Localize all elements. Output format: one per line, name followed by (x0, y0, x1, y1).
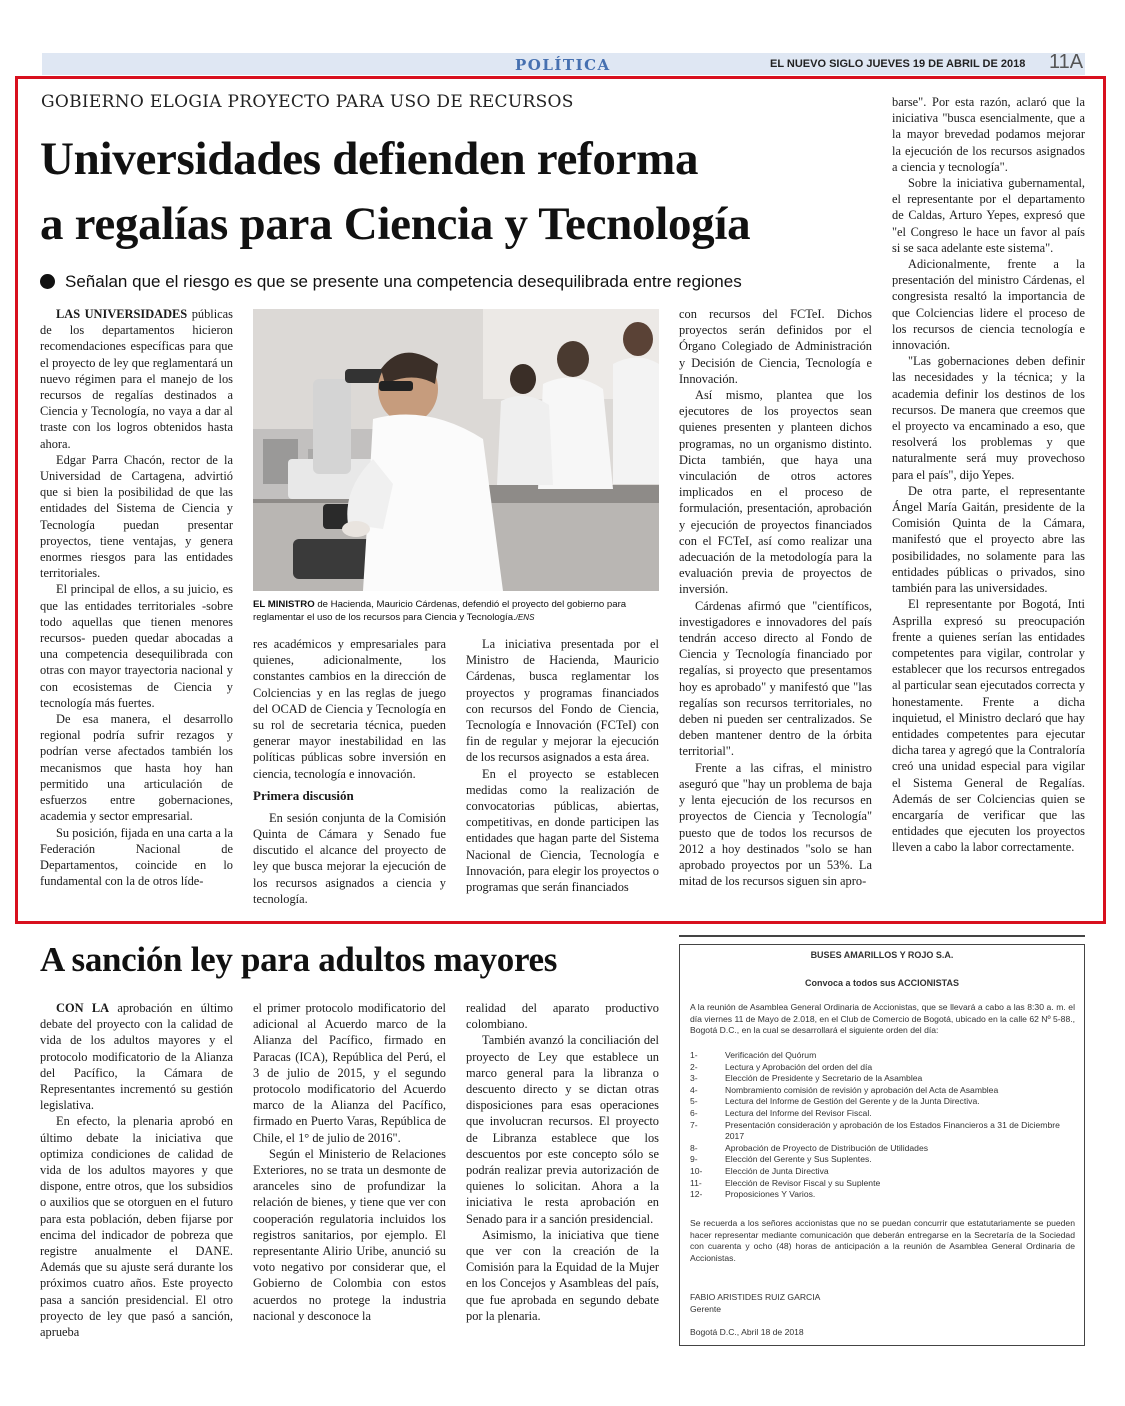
article-subhead (40, 272, 840, 292)
ad-date: Bogotá D.C., Abril 18 de 2018 (690, 1327, 804, 1337)
article-column-2 (253, 636, 446, 907)
agenda-item (690, 1050, 1080, 1062)
paragraph: Adicionalmente, frente a la presentación del ministro Cárdenas, el congresista resaltó la importancia de que Colciencias lidere el proceso de los recursos de ciencia tecnología e innovación. (892, 257, 1085, 353)
page-number: 11A (1049, 51, 1084, 73)
agenda-num: 5- (690, 1096, 698, 1107)
paragraph: De otra parte, el representante Ángel María Gaitán, presidente de la Comisión Quinta de la Cámara, manifestó que el proyecto abre las posibilidades, no solamente para las entidades públicas o privados, sino también para las universidades. (892, 483, 1085, 596)
agenda-item (690, 1154, 1080, 1166)
paragraph: El representante por Bogotá, Inti Asprilla expresó su preocupación frente a quienes serían las entidades competentes para vigilar, controlar y establecer que los recursos entregados al particular sean ejecutados correcta y honestamente. Frente a dicha inquietud, el Ministro declaró que hay entidades competentes para ejecutar dicha tarea y agregó que la Contraloría creó una unidad especial para vigilar el Sistema General de Regalías. Además de ser Colciencias quien se encargaría de verificar que las entidades que ejecuten los proyectos lleven a cabo la labor correctamente. (892, 597, 1085, 855)
paragraph: con recursos del FCTeI. Dichos proyectos serán definidos por el Órgano Colegiado de Administración y Decisión de Ciencia, Tecnología e Innovación. (679, 307, 872, 386)
agenda-num: 2- (690, 1061, 698, 1072)
ad-note: Se recuerda a los señores accionistas que no se puedan concurrir que estatutariamente se pueden hacer representar mediante comunicación que deberán entregarse en la Secretaría de la Sociedad con cuarenta y ocho (48) horas de anticipación a la reunión de Asamblea General Ordinaria de Accionistas. (690, 1218, 1075, 1263)
agenda-text: Lectura del Informe de Gestión del Gerente y de la Junta Directiva. (725, 1096, 980, 1107)
agenda-text: Nombramiento comisión de revisión y aprobación del Acta de Asamblea (725, 1084, 999, 1095)
paragraph: barse". Por esta razón, aclaró que la iniciativa "busca esencialmente, que a la mayor brevedad podamos mejorar la ejecución de los recursos asignados a ciencia y tecnología". (892, 95, 1085, 174)
headline-line-1: Universidades defienden reforma (40, 133, 699, 185)
caption-text: de Hacienda, Mauricio Cárdenas, defendió el proyecto del gobierno para reglamentar el uso de los recursos para Ciencia y Tecnología. (253, 599, 627, 623)
agenda-num: 6- (690, 1107, 698, 1118)
paragraph: realidad del aparato productivo colombiano. (466, 1001, 659, 1032)
agenda-num: 12- (690, 1189, 703, 1200)
agenda-text: Aprobación de Proyecto de Distribución de Utilidades (725, 1142, 929, 1153)
agenda-text: Elección del Gerente y Sus Suplentes. (725, 1154, 872, 1165)
paragraph: Asimismo, la iniciativa que tiene que ver con la creación de la Comisión para la Equidad de la Mujer en los Concejos y Asambleas del país, que fue aprobada en segundo debate por la plenaria. (466, 1227, 659, 1323)
ad-signer: FABIO ARISTIDES RUIZ GARCIA (690, 1292, 821, 1302)
paragraph: El principal de ellos, a su juicio, es que las entidades territoriales -sobre todo aquellas que tienen menores recursos- pueden quedar abocadas a una competencia desequilibrada con otras con mayor trayectoria nacional y con ecosistemas de Ciencia y tecnología más fuertes. (40, 582, 233, 710)
agenda-item (690, 1166, 1080, 1178)
agenda-num: 11- (690, 1177, 702, 1188)
headline-line-2: a regalías para Ciencia y Tecnología (40, 198, 751, 250)
section-subhead: Primera discusión (253, 787, 354, 803)
article-column-1 (40, 306, 233, 889)
paragraph: Edgar Parra Chacón, rector de la Universidad de Cartagena, advirtió que si bien la posibilidad de que las entidades del Sistema de Ciencia y Tecnología puedan presentar proyectos, tiene ventajas, y genera enormes riesgos para las entidades territoriales. (40, 452, 233, 581)
agenda-item (690, 1085, 1080, 1097)
agenda-text: Elección de Revisor Fiscal y su Suplente (725, 1177, 881, 1188)
article2-column-2 (253, 1000, 446, 1324)
paragraph: En el proyecto se establecen medidas como la realización de convocatorias públicas, abiertas, competitivas, en donde participen las entidades que hagan parte del Sistema Nacional de Ciencia, Tecnología e Innovación, para elegir los proyectos o programas que serán financiados (466, 766, 659, 895)
agenda-item (690, 1143, 1080, 1155)
paragraph: res académicos y empresariales para quienes, adicionalmente, los constantes cambios en la dirección de Colciencias y en las reglas de juego del OCAD de Ciencia y Tecnología en su rol de secretaria técnica, pueden generar mayor inestabilidad en las políticas públicas sobre inversión en ciencia, tecnología e innovación. (253, 637, 446, 781)
paragraph: Así mismo, plantea que los ejecutores de los proyectos sean quienes presenten y planteen dichos programas, no un organismo distinto. Dicta también, que haya una vinculación de otros actores implicados en el proceso de formulación, presentación, aprobación y ejecución de proyectos financiados con el FCTeI, así como realizar una adecuación de la metodología para la evaluación previa de proyectos de inversión. (679, 388, 872, 597)
subhead-text: Señalan que el riesgo es que se presente una competencia desequilibrada entre regiones (65, 272, 742, 291)
lead-in: LAS UNIVERSIDADES (56, 307, 188, 321)
paragraph: Frente a las cifras, el ministro aseguró que "hay un problema de baja y lenta ejecución de los recursos en proyectos de Ciencia y Tecnología" puesto que de todos los recursos de 2012 a hoy destinados "solo se han aprobado proyectos por un 53%. La mitad de los recursos siguen sin apro- (679, 760, 872, 889)
lead-in: CON LA (56, 1001, 110, 1015)
agenda-item (690, 1108, 1080, 1120)
article-photo (253, 309, 659, 591)
agenda-item (690, 1189, 1080, 1201)
paragraph: el primer protocolo modificatorio del adicional al Acuerdo marco de la Alianza del Pacífico, firmado en Paracas (ICA), República del Perú, el 3 de julio de 2015, y el segundo protocolo modificatorio del Acuerdo marco de la Alianza del Pacífico, firmado en Puerto Varas, República de Chile, el 1° de julio de 2016". (253, 1001, 446, 1145)
photo-caption (253, 598, 661, 624)
agenda-text: Lectura del Informe del Revisor Fiscal. (725, 1107, 872, 1118)
paragraph: La iniciativa presentada por el Ministro de Hacienda, Mauricio Cárdenas, busca reglamentar los proyectos y programas financiados con recursos del Fondo de Ciencia, Tecnología e Innovación (FCTeI) con fin de regular y mejorar la ejecución de los recursos asignados a esta área. (466, 637, 659, 765)
ad-top-rule (679, 935, 1085, 937)
agenda-num: 10- (690, 1165, 703, 1176)
paragraph: Según el Ministerio de Relaciones Exteriores, no se trata un desmonte de aranceles sino de profundizar la relación de bienes, y tiene que ver con cooperación regulatoria incluidos los registros sanitarios, por ejemplo. El representante Alirio Uribe, anunció su voto negativo por considerar que, el Gobierno de Colombia con estos acuerdos no protege la industria nacional y desconoce la (253, 1146, 446, 1323)
agenda-item (690, 1096, 1080, 1108)
article-column-4 (679, 306, 872, 889)
paragraph: De esa manera, el desarrollo regional podría sufrir rezagos y podrían verse afectados también los mecanismos que hasta hoy han permitido una articulación de esfuerzos entre gobernaciones, academia y sector empresarial. (40, 712, 233, 824)
article2-column-1 (40, 1000, 233, 1340)
paragraph: públicas de los departamentos hicieron recomendaciones específicas para que el proyecto de ley que reglamentará un nuevo régimen para el manejo de los recursos de regalías destinados a Ciencia y Tecnología, no vaya a dar al traste con los logros obtenidos hasta ahora. (40, 307, 233, 451)
paragraph: Su posición, fijada en una carta a la Federación Nacional de Departamentos, coincide en lo fundamental con la de otros líde- (40, 825, 233, 889)
paragraph: En sesión conjunta de la Comisión Quinta de Cámara y Senado fue discutido el alcance del proyecto de ley que busca mejorar la ejecución de los recursos asignados a ciencia y tecnología. (253, 810, 446, 906)
paragraph: También avanzó la conciliación del proyecto de Ley que establece un marco general para la libranza o descuento directo y se dictan otras disposiciones para esas operaciones que involucran recursos. El proyecto de Libranza establece que los descuentos por este concepto sólo se podrán realizar previa autorización de quienes lo solicitan. Ahora a la iniciativa le resta aprobación en Senado para ir a sanción presidencial. (466, 1033, 659, 1226)
paragraph: Sobre la iniciativa gubernamental, el representante por el departamento de Caldas, Arturo Yepes, expresó que "el Congreso le hace un favor al país si se saca adelante este sistema". (892, 176, 1085, 255)
paragraph: "Las gobernaciones deben definir las necesidades y la técnica; y la academia definir los destinos de los recursos. De manera que creemos que el proyecto va encaminado a eso, que resolverá los problemas y que naturalmente será muy provechoso para el país", dijo Yepes. (892, 354, 1085, 482)
bullet-icon (40, 274, 55, 289)
agenda-item (690, 1120, 1080, 1143)
paragraph: En efecto, la plenaria aprobó en último debate la iniciativa que optimiza condiciones de calidad de vida de los adultos mayores y que dispone, entre otros, que los subsidios o auxilios que se otorguen en el futuro para esta población, deben fijarse por encima del indicador de pobreza que registre anualmente el DANE. Además que su ajuste será durante los próximos cuatro años. Este proyecto pasa a sanción presidencial. El otro proyecto de ley que pasó a sanción, aprueba (40, 1114, 233, 1340)
article-column-3 (466, 636, 659, 895)
agenda-num: 9- (690, 1154, 698, 1165)
agenda-text: Presentación consideración y aprobación de los Estados Financieros a 31 de Diciembre 2017 (725, 1119, 1060, 1142)
ad-signer-title: Gerente (690, 1304, 722, 1314)
caption-lead: EL MINISTRO (253, 599, 315, 610)
article-column-5 (892, 94, 1085, 856)
ad-intro: A la reunión de Asamblea General Ordinaria de Accionistas, que se llevará a cabo a las 8:30 a. m. el día viernes 11 de Mayo de 2.018, en el Club de Comercio de Bogotá, ubicado en la calle 62 Nº 5-88., Bogotá D.C., en la cual se desarrollará el siguiente orden del día: (690, 1002, 1075, 1035)
article-headline (40, 127, 880, 257)
masthead-date: EL NUEVO SIGLO JUEVES 19 DE ABRIL DE 2018 (770, 58, 1026, 70)
article-kicker: GOBIERNO ELOGIA PROYECTO PARA USO DE RECURSOS (41, 92, 574, 112)
section-label: POLÍTICA (515, 56, 611, 74)
paragraph: Cárdenas afirmó que "científicos, investigadores e innovadores del país tendrán acceso directo al Fondo de Ciencia y Tecnología financiado por regalías, si proyecto que presentamos hoy es aprobado" y manifestó que "las regalías son recursos territoriales, no deben ni pueden ser centralizados. Se deben mantener dentro de la órbita territorial". (679, 598, 872, 759)
agenda-text: Verificación del Quórum (725, 1050, 817, 1060)
agenda-num: 7- (690, 1119, 698, 1130)
ad-title: BUSES AMARILLOS Y ROJO S.A. (810, 950, 954, 960)
paragraph: aprobación en último debate del proyecto con la calidad de vida de los adultos mayores y el protocolo modificatorio de la Alianza del Pacífico, la Cámara de Representantes incrementó su gestión legislativa. (40, 1001, 233, 1113)
ad-subtitle: Convoca a todos sus ACCIONISTAS (804, 978, 960, 988)
agenda-text: Elección de Presidente y Secretario de la Asamblea (725, 1073, 923, 1084)
agenda-num: 8- (690, 1142, 698, 1153)
article2-headline: A sanción ley para adultos mayores (40, 940, 558, 979)
agenda-num: 4- (690, 1084, 698, 1095)
agenda-text: Lectura y Aprobación del orden del día (725, 1061, 873, 1072)
agenda-text: Proposiciones Y Varios. (725, 1189, 816, 1200)
agenda-item (690, 1062, 1080, 1074)
agenda-text: Elección de Junta Directiva (725, 1165, 829, 1176)
agenda-num: 3- (690, 1073, 698, 1084)
article2-column-3 (466, 1000, 659, 1324)
agenda-item (690, 1073, 1080, 1085)
ad-signature (690, 1291, 1075, 1315)
photo-credit: /ENS (515, 613, 535, 622)
agenda-item (690, 1178, 1080, 1190)
ad-agenda-list (690, 1050, 1080, 1201)
agenda-num: 1- (690, 1050, 698, 1060)
lab-scene-image (253, 309, 659, 591)
